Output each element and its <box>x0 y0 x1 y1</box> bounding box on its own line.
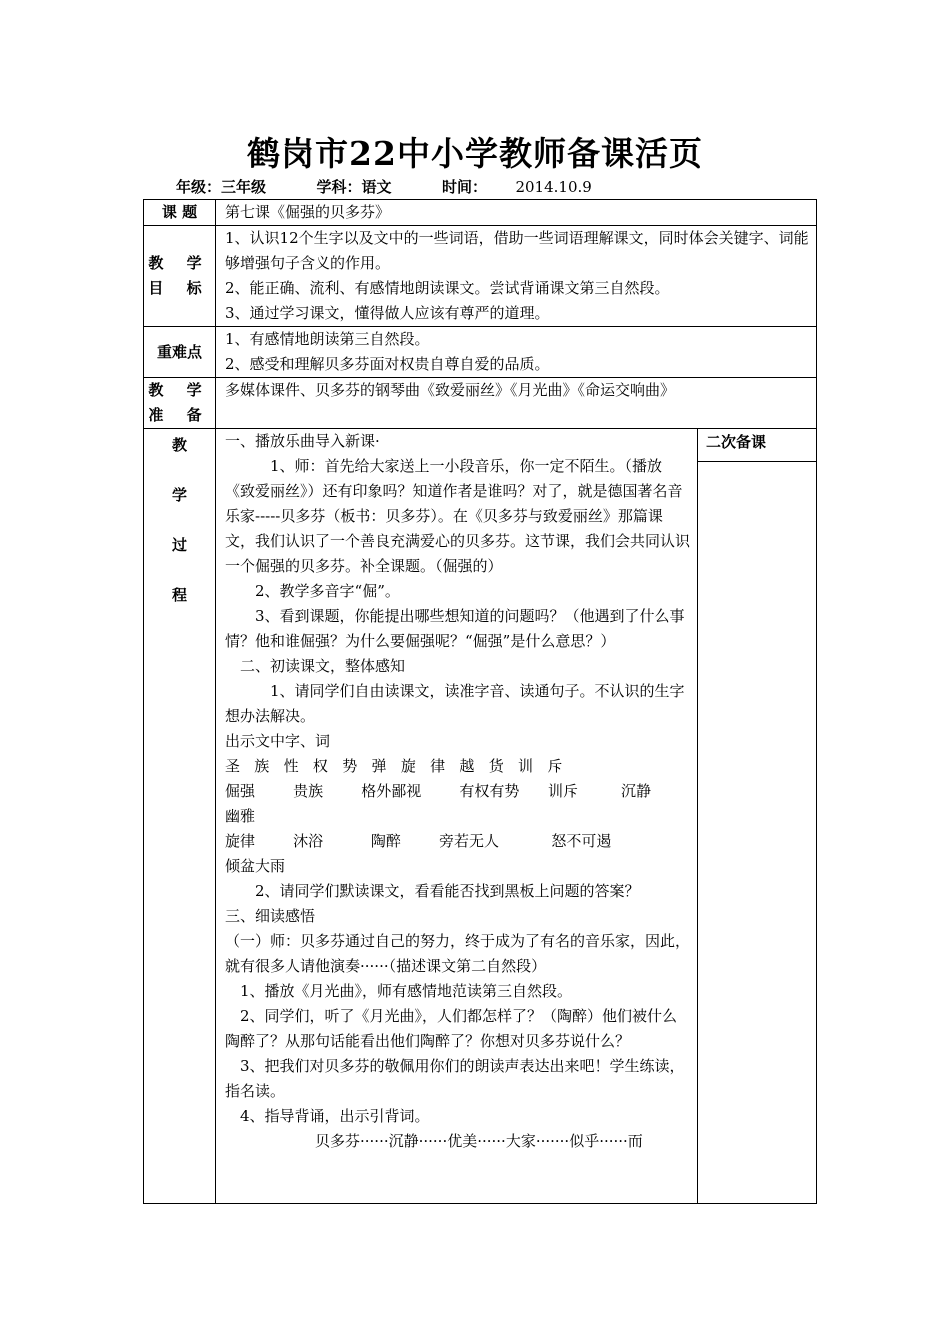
process-paragraph: 2、请同学们默读课文，看看能否找到黑板上问题的答案？ <box>255 882 640 900</box>
goal-item: 2、能正确、流利、有感情地朗读课文。尝试背诵课文第三自然段。 <box>225 279 670 297</box>
process-heading: 一、播放乐曲导入新课· <box>225 432 380 450</box>
key-point-item: 2、感受和理解贝多芬面对权贵自尊自爱的品质。 <box>225 355 550 373</box>
page-title: 鹤岗市22中小学教师备课活页 <box>247 134 703 173</box>
key-points-label: 重难点 <box>144 327 216 378</box>
subject-label: 学科：语文 <box>316 178 392 196</box>
vocab-chars: 圣 族 性 权 势 弹 旋 律 越 货 训 斥 <box>225 757 563 775</box>
time-label: 时间： <box>441 178 487 196</box>
topic-value: 第七课《倔强的贝多芬》 <box>216 200 817 226</box>
process-label: 教 学 过 程 <box>144 429 216 1204</box>
second-prep-label: 二次备课 <box>698 429 816 462</box>
lesson-plan-table <box>143 199 817 1204</box>
topic-label: 课 题 <box>144 200 216 226</box>
process-paragraph: 2、教学多音字“倔”。 <box>255 582 400 600</box>
process-heading: 三、细读感悟 <box>225 907 316 925</box>
lesson-date: 2014.10.9 <box>515 178 592 196</box>
goal-item: 1、认识12个生字以及文中的一些词语，借助一些词语理解课文，同时体会关键字、词能够增强句子含义的作用。 <box>225 229 809 272</box>
vocab-words: 倔强 贵族 格外鄙视 有权有势 训斥 沉静 <box>225 782 651 800</box>
process-paragraph: 出示文中字、词 <box>225 732 331 750</box>
lesson-meta <box>176 176 592 197</box>
vocab-words: 旋律 沐浴 陶醉 旁若无人 怒不可遏 <box>225 832 612 850</box>
goals-label: 教 学 目 标 <box>144 226 216 327</box>
process-paragraph: 4、指导背诵，出示引背词。 <box>240 1107 430 1125</box>
grade-label: 年级：三年级 <box>176 178 267 196</box>
process-paragraph: 1、播放《月光曲》，师有感情地范读第三自然段。 <box>240 982 573 1000</box>
preparation-label: 教 学 准 备 <box>144 378 216 429</box>
process-paragraph: 1、请同学们自由读课文，读准字音、读通句子。不认识的生字想办法解决。 <box>225 682 685 725</box>
process-paragraph: 1、师：首先给大家送上一小段音乐，你一定不陌生。（播放《致爱丽丝》）还有印象吗？知道作者是谁吗？对了，就是德国著名音乐家-----贝多芬（板书：贝多芬）。在《贝多芬与致爱丽丝》那篇课文，我们认识了一个善良充满爱心的贝多芬。这节课，我们会共同认识一个倔强的贝多芬。补全课题。（倔强的） <box>225 457 691 575</box>
vocab-words: 倾盆大雨 <box>225 857 286 875</box>
goals-cell <box>216 226 817 327</box>
process-paragraph: （一）师：贝多芬通过自己的努力，终于成为了有名的音乐家，因此，就有很多人请他演奏······（描述课文第二自然段） <box>225 932 691 975</box>
process-paragraph: 3、看到课题，你能提出哪些想知道的问题吗？（他遇到了什么事情？他和谁倔强？为什么要倔强呢？“倔强”是什么意思？） <box>225 607 685 650</box>
key-points-cell <box>216 327 817 378</box>
process-paragraph: 3、把我们对贝多芬的敬佩用你们的朗读声表达出来吧！学生练读，指名读。 <box>225 1057 685 1100</box>
second-prep-cell <box>698 429 817 1204</box>
process-paragraph: 2、同学们，听了《月光曲》，人们都怎样了？（陶醉）他们被什么陶醉了？从那句话能看出他们陶醉了？你想对贝多芬说什么？ <box>225 1007 678 1050</box>
vocab-words: 幽雅 <box>225 807 256 825</box>
process-heading: 二、初读课文，整体感知 <box>240 657 406 675</box>
goal-item: 3、通过学习课文，懂得做人应该有尊严的道理。 <box>225 304 550 322</box>
process-content <box>216 429 698 1204</box>
preparation-value: 多媒体课件、贝多芬的钢琴曲《致爱丽丝》《月光曲》《命运交响曲》 <box>216 378 817 429</box>
key-point-item: 1、有感情地朗读第三自然段。 <box>225 330 430 348</box>
recitation-prompts: 贝多芬······沉静······优美······大家·······似乎······而 <box>315 1132 643 1150</box>
